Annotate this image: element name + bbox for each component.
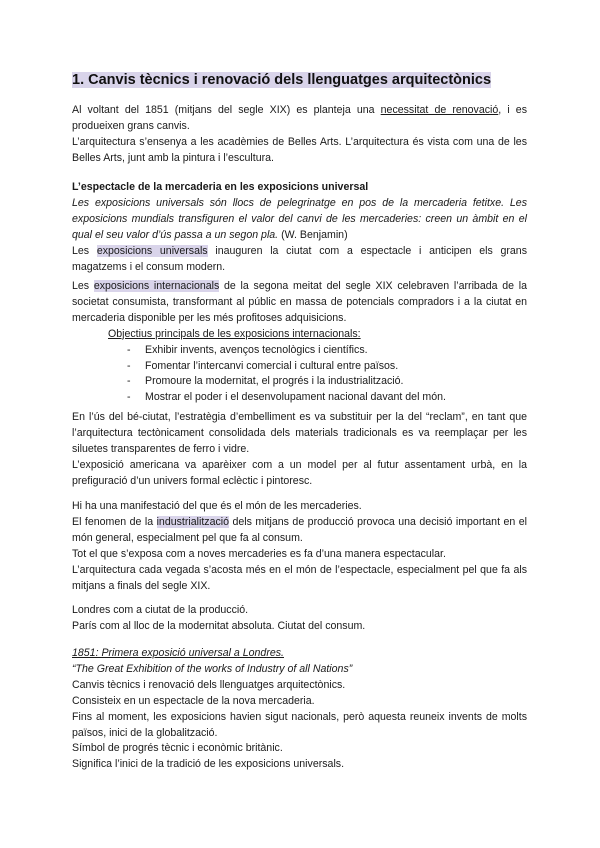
highlight-industrialitzacio: industrialització: [156, 515, 230, 528]
mercaderies-paragraph-3: Tot el que s’exposa com a noves mercaderies es fa d’una manera espectacular.: [72, 547, 446, 560]
londres-1851-heading: 1851: Primera exposició universal a Londres.: [72, 647, 284, 659]
mercaderies-paragraph-4: L’arquitectura cada vegada s’acosta més en el món de l’espectacle, especialment pel que fa als mitjans a finals del segle XIX.: [72, 563, 527, 592]
mercaderies-paragraph-2: El fenomen de la industrialització dels mitjans de producció provoca una decisió important en el món general, especialment pel que fa al consum.: [72, 515, 527, 544]
londres-line-2: Consisteix en un espectacle de la nova mercaderia.: [72, 694, 315, 707]
section-title: 1. Canvis tècnics i renovació dels llenguatges arquitectònics: [72, 72, 492, 88]
mercaderies-paragraph-1: Hi ha una manifestació del que és el món de les mercaderies.: [72, 500, 362, 512]
espectacle-heading: L’espectacle de la mercaderia en les exposicions universal: [72, 181, 369, 193]
benjamin-quote-paragraph: [72, 196, 527, 244]
intro-paragraph-1: Al voltant del 1851 (mitjans del segle XIX) es planteja una necessitat de renovació, i es produeixen grans canvis.: [72, 104, 527, 132]
beciutat-paragraph-2: L’exposició americana va aparèixer com a un model per al futur assentament urbà, en la prefiguració d’un univers formal eclèctic i pintoresc.: [72, 458, 527, 487]
londres-line-5: Significa l’inici de la tradició de les exposicions universals.: [72, 758, 345, 771]
benjamin-quote: Les exposicions universals són llocs de pelegrinatge en pos de la mercaderia fetitxe. Les exposicions mundials transfiguren el valor del canvi de les mercaderies: creen un àmbit en el qual el seu valor d’ús passa a un segon pla.: [72, 196, 527, 241]
beciutat-paragraph-1: En l’ús del bé-ciutat, l’estratègia d’embelliment es va substituir per la del “reclam”, en tant que l’arquitectura tectònicament consolidada dels materials tradicionals es va reemplaçar per les siluetes transparentes de ferro i vidre.: [72, 411, 527, 455]
ciutats-block: [72, 603, 527, 635]
londres-1851-block: [72, 646, 527, 773]
highlight-exposicions-internacionals: exposicions internacionals: [93, 280, 220, 292]
londres-line: Londres com a ciutat de la producció.: [72, 604, 249, 616]
internacionals-paragraph: Les exposicions internacionals de la segona meitat del segle XIX celebraven l’arribada de la societat consumista, transformant al públic en massa de potencials compradors i a la ciutat en mercaderia disponible per les més profitoses adquisicions.: [72, 280, 527, 324]
highlight-exposicions-universals: exposicions universals: [96, 244, 208, 257]
list-item: - Exhibir invents, avenços tecnològics i científics.: [127, 343, 527, 359]
objectius-list: [72, 343, 527, 407]
londres-line-3: Fins al moment, les exposicions havien sigut nacionals, però aquesta reuneix invents de molts països, inici de la globalització.: [72, 710, 527, 739]
great-exhibition-title: “The Great Exhibition of the works of Industry of all Nations”: [72, 662, 353, 675]
internacionals-block: [72, 279, 527, 406]
beciutat-block: [72, 410, 527, 490]
londres-line-4: Símbol de progrés tècnic i econòmic britànic.: [72, 742, 283, 755]
list-item: - Promoure la modernitat, el progrés i la industrialització.: [127, 374, 527, 390]
renovacio-underline: necessitat de renovació: [380, 104, 499, 116]
paris-line: París com al lloc de la modernitat absoluta. Ciutat del consum.: [72, 619, 366, 632]
mercaderies-block: [72, 499, 527, 594]
intro-block: [72, 103, 527, 167]
intro-paragraph-2: L’arquitectura s’ensenya a les acadèmies de Belles Arts. L’arquitectura és vista com una de les Belles Arts, junt amb la pintura i l’escultura.: [72, 135, 527, 164]
list-item: - Fomentar l’intercanvi comercial i cultural entre països.: [127, 359, 527, 375]
londres-line-1: Canvis tècnics i renovació dels llenguatges arquitectònics.: [72, 678, 346, 691]
espectacle-paragraph: Les exposicions universals inauguren la ciutat com a espectacle i anticipen els grans magatzems i el consum modern.: [72, 244, 527, 273]
quote-source: (W. Benjamin): [278, 228, 348, 241]
espectacle-block: [72, 180, 527, 275]
list-item: - Mostrar el poder i el desenvolupament nacional davant del món.: [127, 390, 527, 406]
objectius-title: Objectius principals de les exposicions internacionals:: [108, 327, 361, 340]
section-title-block: [72, 70, 527, 90]
